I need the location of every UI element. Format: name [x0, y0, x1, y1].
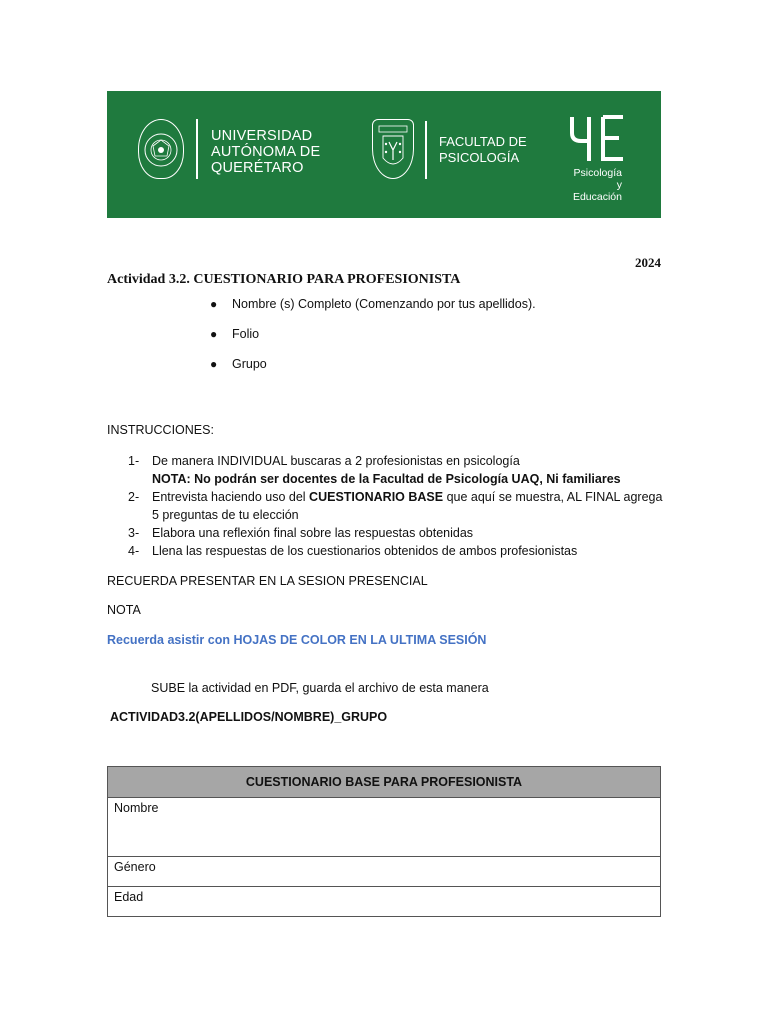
university-name: UNIVERSIDAD AUTÓNOMA DE QUERÉTARO	[211, 128, 321, 176]
bullet-icon: ●	[210, 357, 218, 371]
reminder-text: RECUERDA PRESENTAR EN LA SESION PRESENCIAL	[107, 574, 428, 588]
program-logo-text: Psicología y Educación	[572, 167, 622, 203]
bullet-icon: ●	[210, 297, 218, 311]
divider	[425, 121, 427, 179]
questionnaire-header: CUESTIONARIO BASE PARA PROFESIONISTA	[108, 767, 661, 798]
upload-instruction: SUBE la actividad en PDF, guarda el archivo de esta manera	[151, 681, 489, 695]
header-banner	[107, 91, 661, 218]
faculty-seal-icon	[372, 119, 414, 179]
instructions-list	[128, 452, 668, 560]
document-year: 2024	[635, 255, 661, 270]
table-row	[108, 857, 661, 887]
row-edad: Edad	[108, 887, 661, 917]
note-label: NOTA	[107, 603, 141, 617]
instructions-heading: INSTRUCCIONES:	[107, 423, 214, 437]
list-item: 2- Entrevista haciendo uso del CUESTIONARIO BASE que aquí se muestra, AL FINAL agrega 5 preguntas de tu elección	[128, 490, 663, 522]
psicologia-educacion-logo-icon	[569, 113, 629, 163]
list-item: ● Grupo	[210, 357, 267, 371]
faculty-name: FACULTAD DE PSICOLOGÍA	[439, 134, 527, 165]
university-seal-icon	[138, 119, 184, 179]
list-item: 4- Llena las respuestas de los cuestionarios obtenidos de ambos profesionistas	[128, 544, 578, 558]
table-row	[108, 798, 661, 857]
list-item: 3- Elabora una reflexión final sobre las respuestas obtenidas	[128, 526, 474, 540]
divider	[196, 119, 198, 179]
row-genero: Género	[108, 857, 661, 887]
document-title: Actividad 3.2. CUESTIONARIO PARA PROFESIONISTA	[107, 272, 461, 287]
filename-pattern: ACTIVIDAD3.2(APELLIDOS/NOMBRE)_GRUPO	[110, 710, 388, 724]
bullet-icon: ●	[210, 327, 218, 341]
questionnaire-table	[107, 766, 661, 917]
row-nombre: Nombre	[108, 798, 661, 857]
color-sheets-note: Recuerda asistir con HOJAS DE COLOR EN LA ULTIMA SESIÓN	[107, 633, 487, 647]
table-row	[108, 887, 661, 917]
required-fields-list	[210, 296, 536, 386]
list-item: ● Nombre (s) Completo (Comenzando por tus apellidos).	[210, 297, 536, 311]
list-item: 1- De manera INDIVIDUAL buscaras a 2 profesionistas en psicología NOTA: No podrán ser docentes de la Facultad de Psicología UAQ, Ni familiares	[128, 454, 621, 486]
list-item: ● Folio	[210, 327, 260, 341]
